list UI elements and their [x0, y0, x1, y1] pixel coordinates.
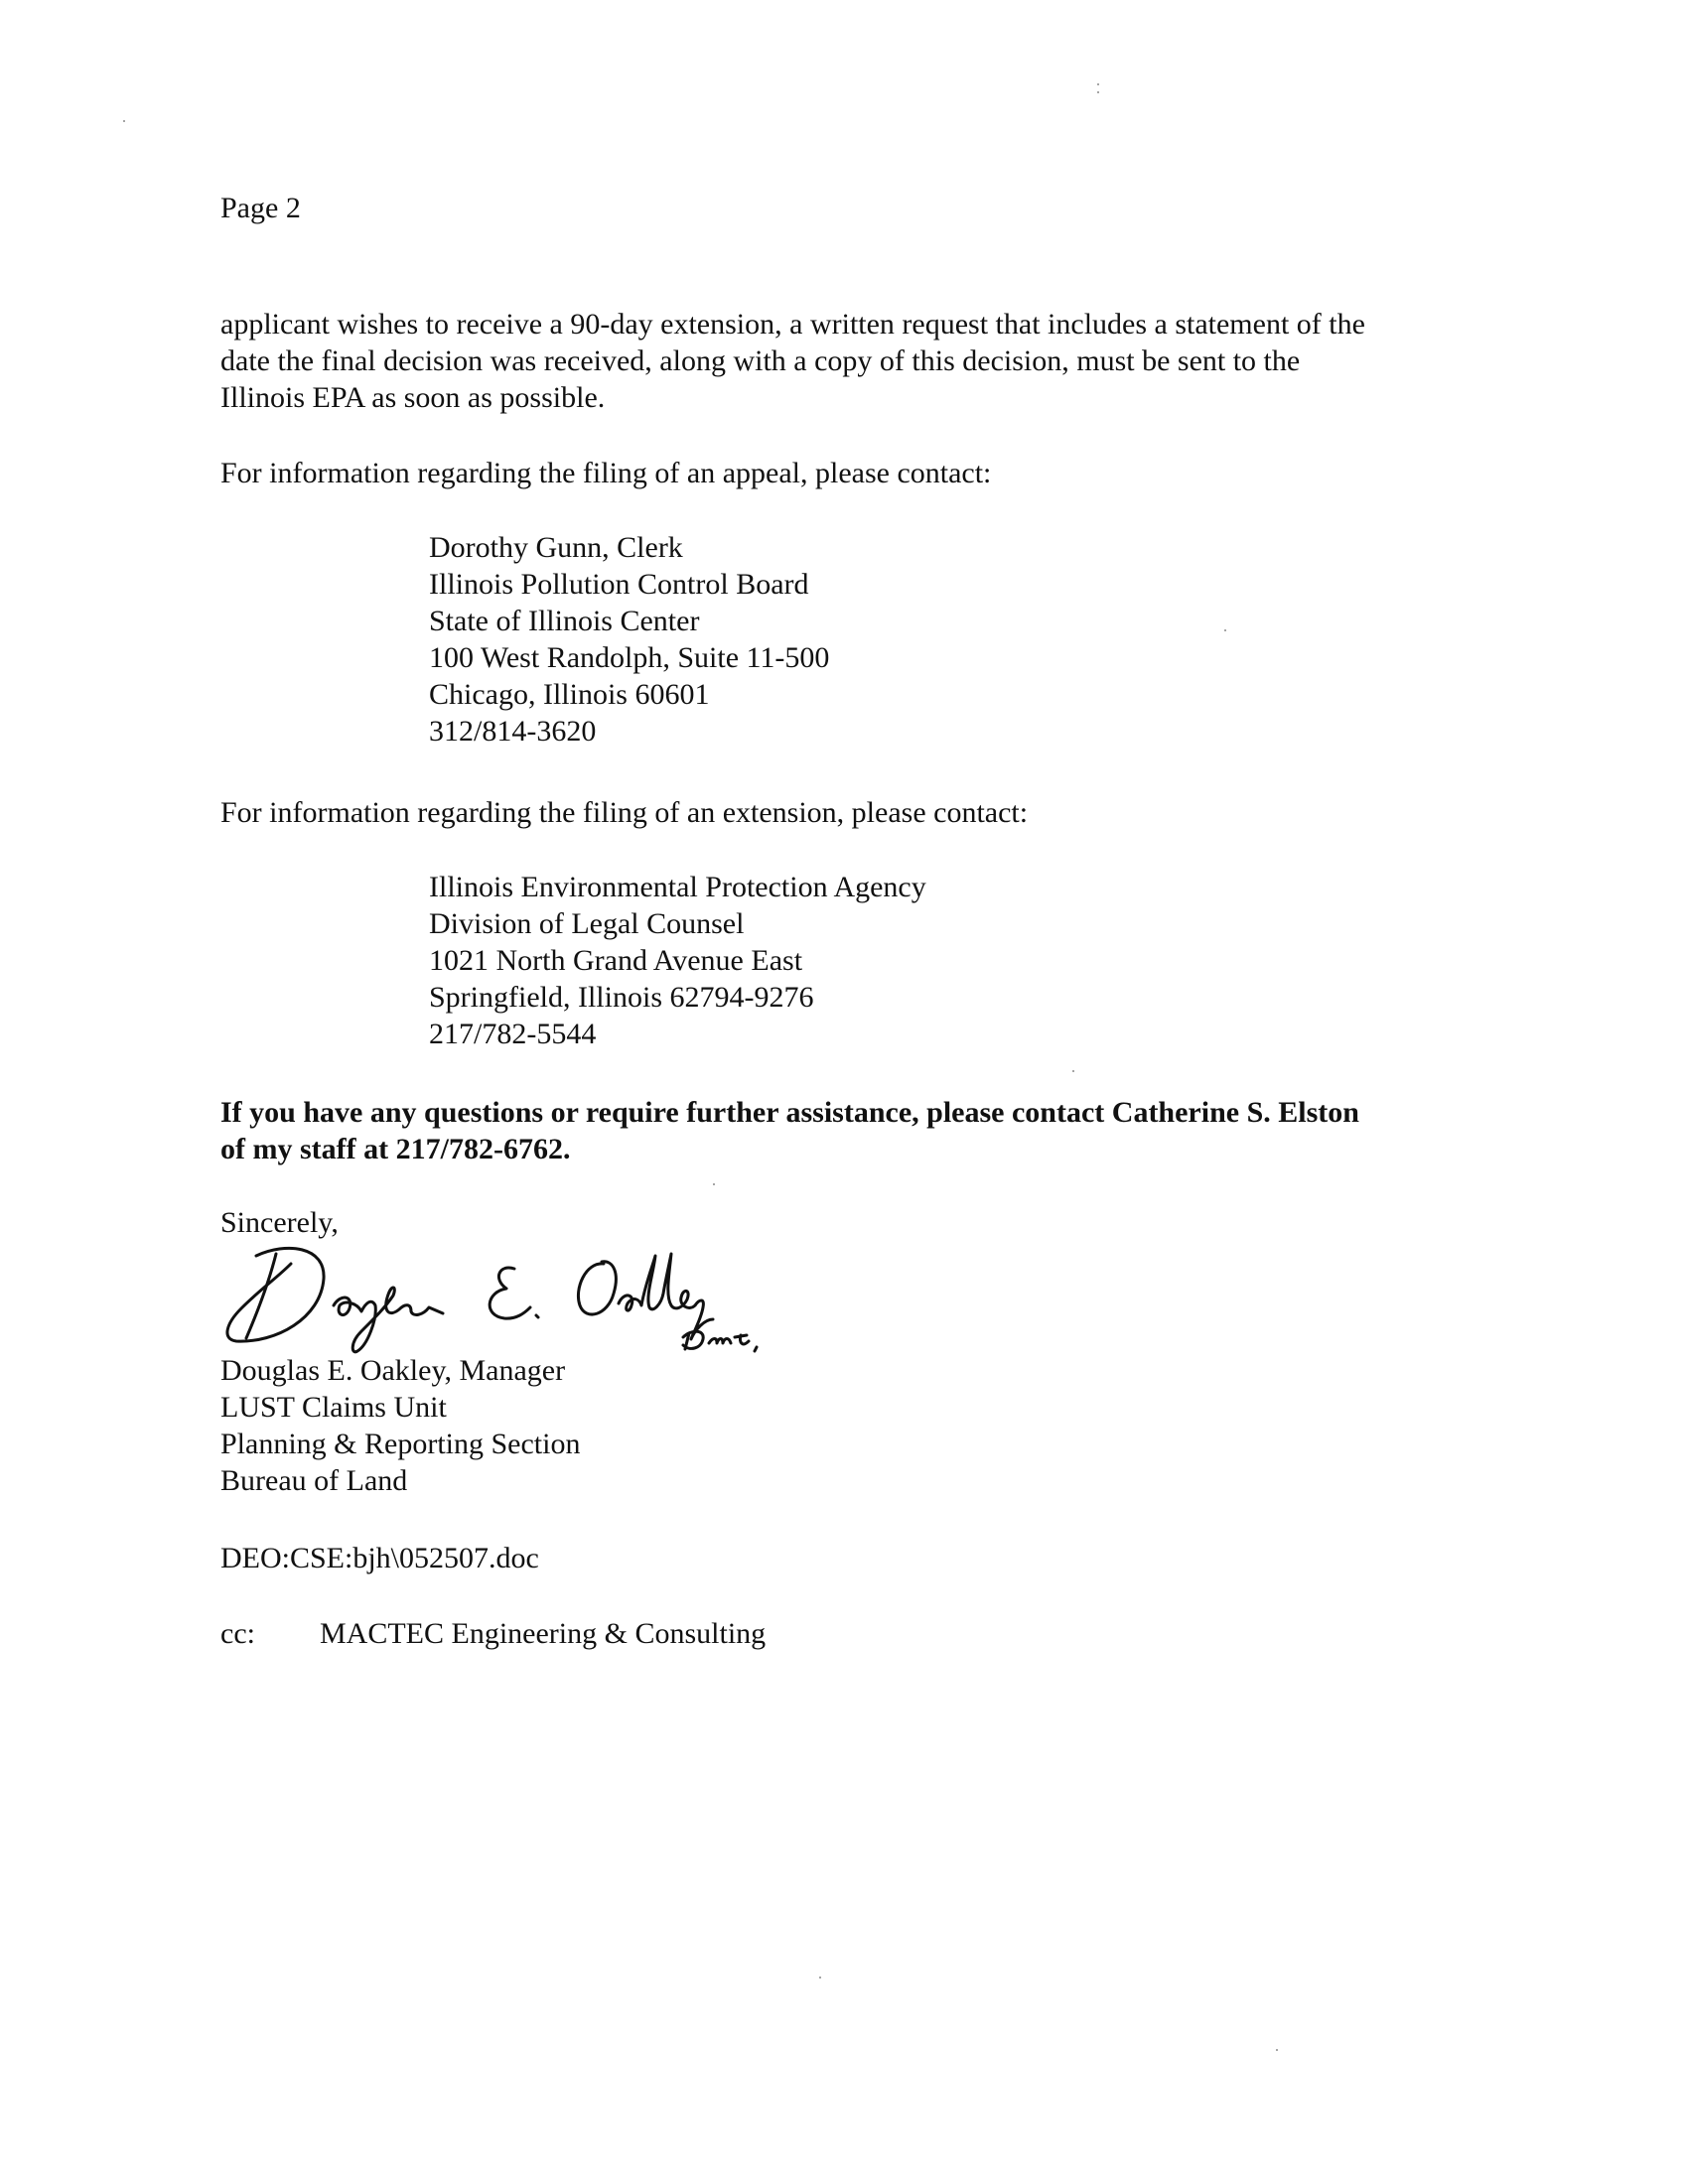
phone-line: 217/782-5544: [429, 1018, 597, 1050]
extension-paragraph: [220, 306, 1511, 416]
questions-paragraph: [220, 1094, 1511, 1167]
extension-contact-address: [429, 869, 926, 1052]
scan-speck: [819, 1977, 821, 1979]
paragraph-line: Illinois EPA as soon as possible.: [220, 381, 606, 414]
scan-speck: [713, 1183, 715, 1185]
paragraph-line: date the final decision was received, along with a copy of this decision, must be sent to the: [220, 344, 1301, 377]
appeal-intro-text: For information regarding the filing of an appeal, please contact:: [220, 457, 992, 489]
appeal-intro: [220, 455, 1511, 491]
address-line: 1021 North Grand Avenue East: [429, 944, 803, 977]
document-reference: DEO:CSE:bjh\052507.doc: [220, 1542, 539, 1574]
scan-speck: [1072, 1070, 1074, 1072]
handwritten-signature: [216, 1234, 792, 1363]
address-line: Chicago, Illinois 60601: [429, 678, 710, 711]
signer-bureau: Bureau of Land: [220, 1464, 408, 1497]
address-line: Illinois Pollution Control Board: [429, 568, 809, 601]
page-number: Page 2: [220, 192, 301, 224]
cc-recipient: MACTEC Engineering & Consulting: [320, 1617, 767, 1650]
address-line: Illinois Environmental Protection Agency: [429, 871, 926, 903]
questions-line: of my staff at 217/782-6762.: [220, 1133, 571, 1165]
appeal-contact-address: [429, 529, 829, 750]
paragraph-line: applicant wishes to receive a 90-day extension, a written request that includes a statement of the: [220, 308, 1365, 341]
signer-section: Planning & Reporting Section: [220, 1428, 581, 1460]
signer-block: [220, 1352, 580, 1499]
scan-speck: [123, 120, 125, 122]
questions-line: If you have any questions or require further assistance, please contact Catherine S. Elston: [220, 1096, 1359, 1129]
cc-label: cc:: [220, 1617, 255, 1650]
address-line: Dorothy Gunn, Clerk: [429, 531, 683, 564]
closing-salutation: Sincerely,: [220, 1206, 339, 1239]
address-line: Springfield, Illinois 62794-9276: [429, 981, 814, 1014]
address-line: State of Illinois Center: [429, 605, 700, 637]
scan-speck: [1224, 629, 1226, 631]
extension-intro-text: For information regarding the filing of an extension, please contact:: [220, 796, 1029, 829]
address-line: Division of Legal Counsel: [429, 907, 745, 940]
signer-unit: LUST Claims Unit: [220, 1391, 447, 1424]
scan-speck: [1097, 91, 1099, 93]
address-line: 100 West Randolph, Suite 11-500: [429, 641, 830, 674]
scan-speck: [1097, 83, 1099, 85]
signer-name-title: Douglas E. Oakley, Manager: [220, 1354, 566, 1387]
extension-intro: [220, 794, 1511, 831]
scan-speck: [1276, 2049, 1278, 2051]
phone-line: 312/814-3620: [429, 715, 597, 748]
